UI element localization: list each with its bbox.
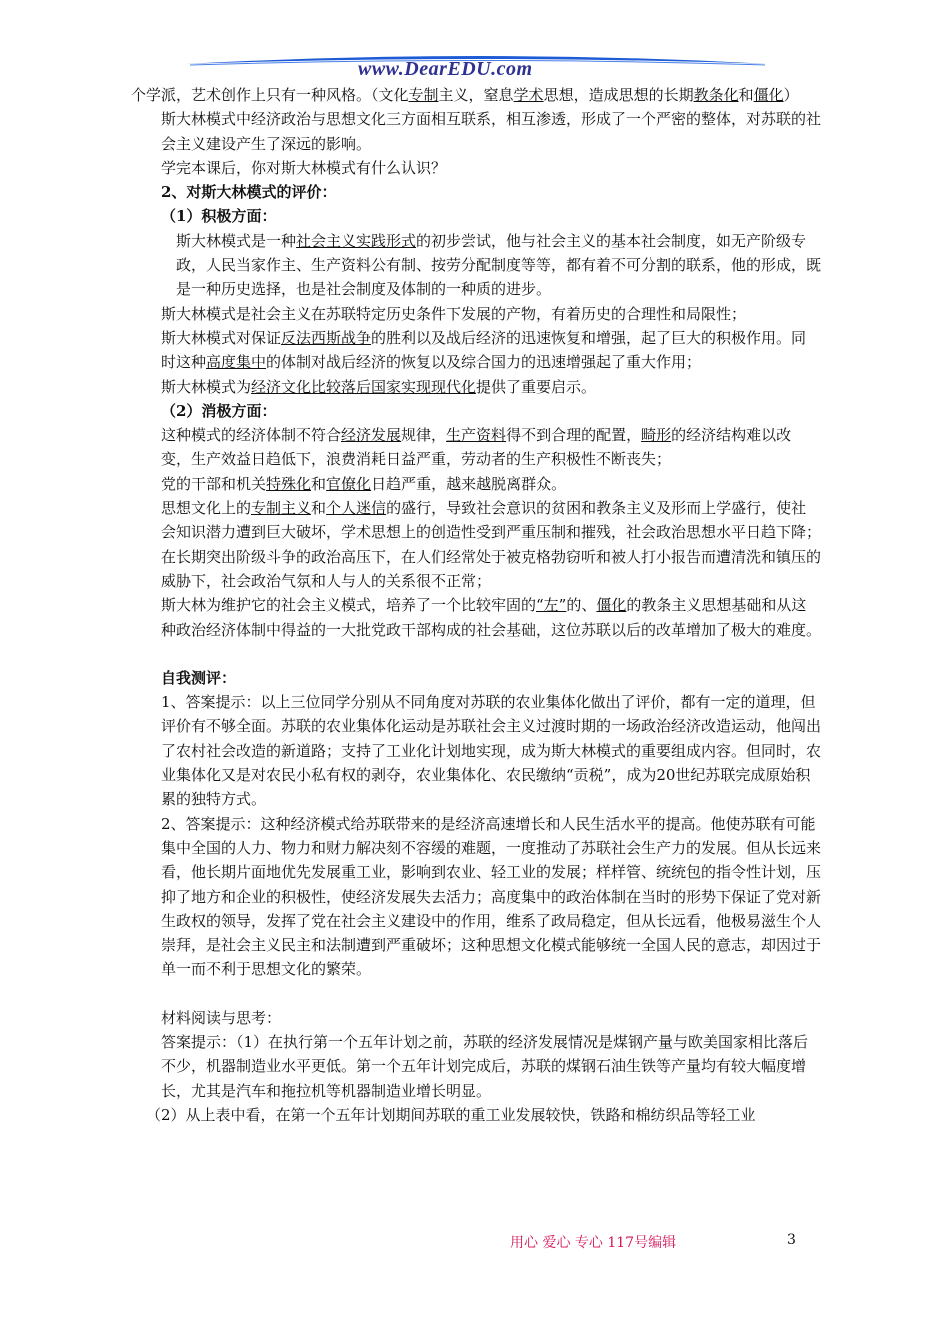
underlined-term: 专制: [408, 86, 439, 104]
paragraph: [131, 83, 821, 107]
underlined-term: 官僚化: [326, 474, 372, 493]
text-run: 材料阅读与思考：: [161, 1008, 282, 1027]
text-run: 答案提示：（1）在执行第一个五年计划之前，苏联的经济发展情况是煤钢产量与欧美国家相比落后不少，机器制造业水平更低。第一个五年计划完成后，苏联的煤钢石油生铁等产量均有较大幅度增长，尤其是汽车和拖拉机等机器制造业增长明显。: [161, 1032, 809, 1100]
text-run: 的经济结构难以改变，生产效益日趋低下，浪费消耗日益严重，劳动者的生产积极性不断丧失；: [161, 426, 792, 469]
text-run: 主义，窒息: [438, 86, 514, 104]
underlined-term: “左”: [536, 596, 567, 615]
paragraph: [131, 326, 821, 375]
text-run: 斯大林模式是社会主义在苏联特定历史条件下发展的产物，有着历史的合理性和局限性；: [161, 304, 747, 323]
paragraph: [131, 545, 821, 594]
text-run: 斯大林模式是一种: [176, 231, 297, 250]
text-run: 思想，造成思想的长期: [543, 86, 694, 104]
text-run: 的盛行，导致社会意识的贫困和教条主义及形而上学盛行，使社会知识潜力遭到巨大破坏，学术思想上的创造性受到严重压制和摧残，社会政治思想水平日趋下降；: [161, 499, 822, 542]
text-run: 和: [311, 499, 327, 518]
text-run: 自我测评：: [161, 668, 237, 687]
paragraph: [131, 204, 821, 228]
underlined-term: 生产资料: [446, 426, 507, 445]
underlined-term: 学术: [513, 86, 544, 104]
paragraph: [131, 812, 821, 982]
paragraph: [131, 666, 821, 690]
paragraph: [131, 180, 821, 204]
text-run: （1）积极方面：: [161, 207, 277, 226]
footer-motto: 用心 爱心 专心 117号编辑: [510, 1235, 677, 1251]
underlined-term: 经济发展: [341, 426, 402, 445]
site-logo[interactable]: www.DearEDU.com: [358, 58, 533, 80]
paragraph: [131, 302, 821, 326]
paragraph: [131, 156, 821, 180]
text-run: ）: [783, 86, 799, 104]
text-run: 提供了重要启示。: [476, 377, 597, 396]
text-run: 斯大林模式中经济政治与思想文化三方面相互联系，相互渗透，形成了一个严密的整体，对苏联的社会主义建设产生了深远的影响。: [161, 110, 822, 153]
underlined-term: 畸形: [641, 426, 672, 445]
text-run: 得不到合理的配置，: [506, 426, 642, 445]
text-run: 在长期突出阶级斗争的政治高压下，在人们经常处于被克格勃窃听和被人打小报告而遭清洗和镇压的威胁下，社会政治气氛和人与人的关系很不正常；: [161, 547, 822, 590]
paragraph: [131, 423, 821, 472]
paragraph: [131, 229, 821, 302]
underlined-term: 社会主义实践形式: [296, 231, 417, 250]
text-run: 这种模式的经济体制不符合: [161, 426, 342, 445]
underlined-term: 特殊化: [266, 474, 312, 493]
paragraph: [131, 1030, 821, 1103]
paragraph: [131, 1006, 821, 1030]
underlined-term: 教条化: [693, 86, 739, 104]
text-run: 和: [738, 86, 754, 104]
text-run: 的体制对战后经济的恢复以及综合国力的迅速增强起了重大作用；: [266, 353, 702, 372]
text-run: 学完本课后，你对斯大林模式有什么认识？: [161, 158, 447, 177]
text-run: （2）消极方面：: [161, 401, 277, 420]
text-run: 的教条主义思想基础和从这种政治经济体制中得益的一大批党政干部构成的社会基础，这位苏联以后的改革增加了极大的难度。: [161, 596, 822, 639]
paragraph: [131, 375, 821, 399]
underlined-term: 反法西斯战争: [281, 328, 372, 347]
text-run: 思想文化上的: [161, 499, 252, 518]
underlined-term: 专制主义: [251, 499, 312, 518]
blank-line: [131, 982, 821, 1006]
text-run: 2、答案提示：这种经济模式给苏联带来的是经济高速增长和人民生活水平的提高。他使苏联有可能集中全国的人力、物力和财力解决刻不容缓的难题，一度推动了苏联社会生产力的发展。但从长远来看，他长期片面地优先发展重工业，影响到农业、轻工业的发展；样样管、统统包的指令性计划，压抑了地方和企业的积极性，使经济发展失去活力；高度集中的政治体制在当时的形势下保证了党对新生政权的领导，发挥了党在社会主义建设中的作用，维系了政局稳定，但从长远看，他极易滋生个人崇拜，是社会主义民主和法制遭到严重破坏；这种思想文化模式能够统一全国人民的意志，却因过于单一而不利于思想文化的繁荣。: [161, 814, 822, 979]
underlined-term: 僵化: [596, 596, 627, 615]
paragraph: [131, 593, 821, 642]
blank-line: [131, 642, 821, 666]
paragraph: [131, 496, 821, 545]
text-run: 党的干部和机关: [161, 474, 267, 493]
text-run: 和: [311, 474, 327, 493]
page-number: 3: [787, 1232, 796, 1248]
paragraph: [131, 399, 821, 423]
text-run: （2）从上表中看，在第一个五年计划期间苏联的重工业发展较快，铁路和棉纺织品等轻工业: [146, 1105, 756, 1124]
paragraph: [131, 1103, 821, 1127]
paragraph: [131, 690, 821, 811]
text-run: 日趋严重，越来越脱离群众。: [371, 474, 567, 493]
text-run: 斯大林模式为: [161, 377, 252, 396]
text-run: 规律，: [401, 426, 447, 445]
text-run: 1、答案提示：以上三位同学分别从不同角度对苏联的农业集体化做出了评价，都有一定的道理，但评价有不够全面。苏联的农业集体化运动是苏联社会主义过渡时期的一场政治经济改造运动，他闯出了农村社会改造的新道路；支持了工业化计划地实现，成为斯大林模式的重要组成内容。但同时，农业集体化又是对农民小私有权的剥夺，农业集体化、农民缴纳“贡税”，成为20世纪苏联完成原始积累的独特方式。: [161, 693, 822, 809]
underlined-term: 个人迷信: [326, 499, 387, 518]
text-run: 的、: [566, 596, 597, 615]
underlined-term: 高度集中: [206, 353, 267, 372]
text-run: 2、对斯大林模式的评价：: [161, 183, 337, 202]
underlined-term: 经济文化比较落后国家实现现代化: [251, 377, 477, 396]
paragraph: [131, 472, 821, 496]
text-run: 的胜利以及战后经济的迅速恢复和增强，起了巨大的积极作用。同时这种: [161, 328, 807, 372]
text-run: 的初步尝试，他与社会主义的基本社会制度，如无产阶级专政，人民当家作主、生产资料公有制、按劳分配制度等等，都有着不可分割的联系，他的形成，既是一种历史选择，也是社会制度及体制的一种质的进步。: [176, 231, 822, 299]
document-body: [131, 83, 821, 1127]
text-run: 斯大林模式对保证: [161, 328, 282, 347]
text-run: 个学派，艺术创作上只有一种风格。（文化: [131, 86, 409, 104]
underlined-term: 僵化: [753, 86, 784, 104]
text-run: 斯大林为维护它的社会主义模式，培养了一个比较牢固的: [161, 596, 537, 615]
paragraph: [131, 107, 821, 156]
